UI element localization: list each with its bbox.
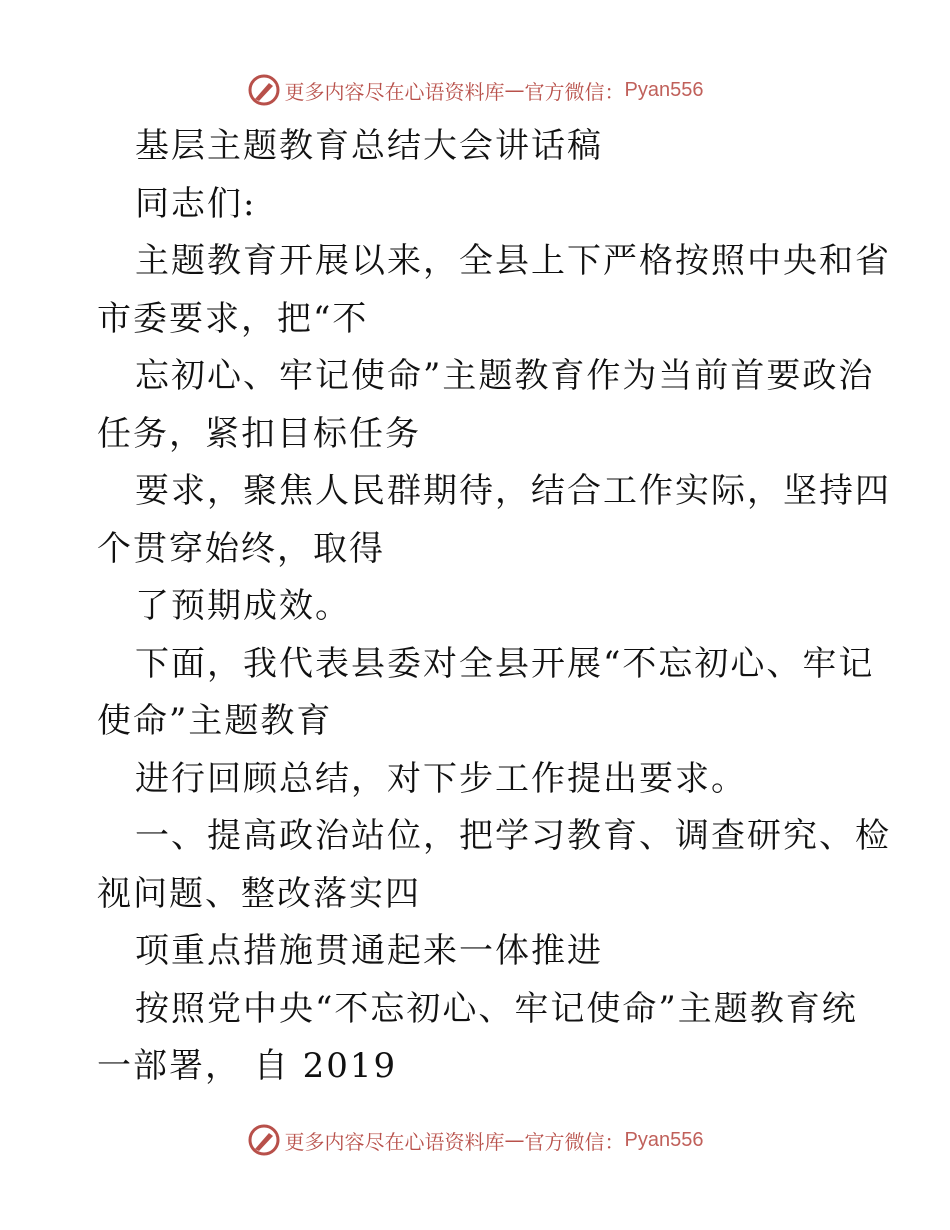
watermark-wechat-label: 官方微信： (524, 1129, 625, 1154)
pen-logo-icon (247, 1123, 281, 1157)
watermark-separator: — (504, 1128, 525, 1152)
doc-line: 忘初心、牢记使命”主题教育作为当前首要政治 (135, 356, 875, 396)
doc-line: 按照党中央“不忘初心、牢记使命”主题教育统 (135, 988, 858, 1029)
header-watermark (0, 70, 950, 110)
doc-line: 市委要求，把“不 (97, 298, 369, 339)
watermark-separator: — (504, 78, 525, 102)
doc-line: 视问题、整改落实四 (97, 873, 421, 914)
doc-line: 使命”主题教育 (97, 701, 333, 741)
doc-line: 要求，聚焦人民群期待，结合工作实际，坚持四 (135, 471, 891, 511)
doc-line: 了预期成效。 (135, 586, 351, 626)
doc-line: 进行回顾总结，对下步工作提出要求。 (135, 758, 747, 799)
watermark-wechat-label: 官方微信： (524, 79, 625, 104)
doc-line: 一部署， 自 2019 (97, 1046, 398, 1086)
document-body (97, 118, 891, 1096)
watermark-text: 更多内容尽在心语资料库 (284, 79, 505, 104)
doc-line: 主题教育开展以来，全县上下严格按照中央和省 (135, 241, 891, 281)
footer-watermark (0, 1120, 950, 1160)
doc-line: 一、提高政治站位，把学习教育、调查研究、检 (135, 816, 891, 856)
doc-line: 项重点措施贯通起来一体推进 (135, 931, 603, 971)
watermark-text: 更多内容尽在心语资料库 (284, 1129, 505, 1154)
doc-line: 个贯穿始终，取得 (97, 528, 385, 569)
doc-line: 下面，我代表县委对全县开展“不忘初心、牢记 (135, 643, 875, 684)
doc-line: 基层主题教育总结大会讲话稿 (135, 126, 603, 166)
doc-line: 任务，紧扣目标任务 (97, 413, 421, 454)
doc-line: 同志们: (135, 183, 257, 224)
watermark-wechat-id: Pyan556 (624, 78, 704, 101)
pen-logo-icon (247, 73, 281, 107)
watermark-wechat-id: Pyan556 (624, 1128, 704, 1151)
